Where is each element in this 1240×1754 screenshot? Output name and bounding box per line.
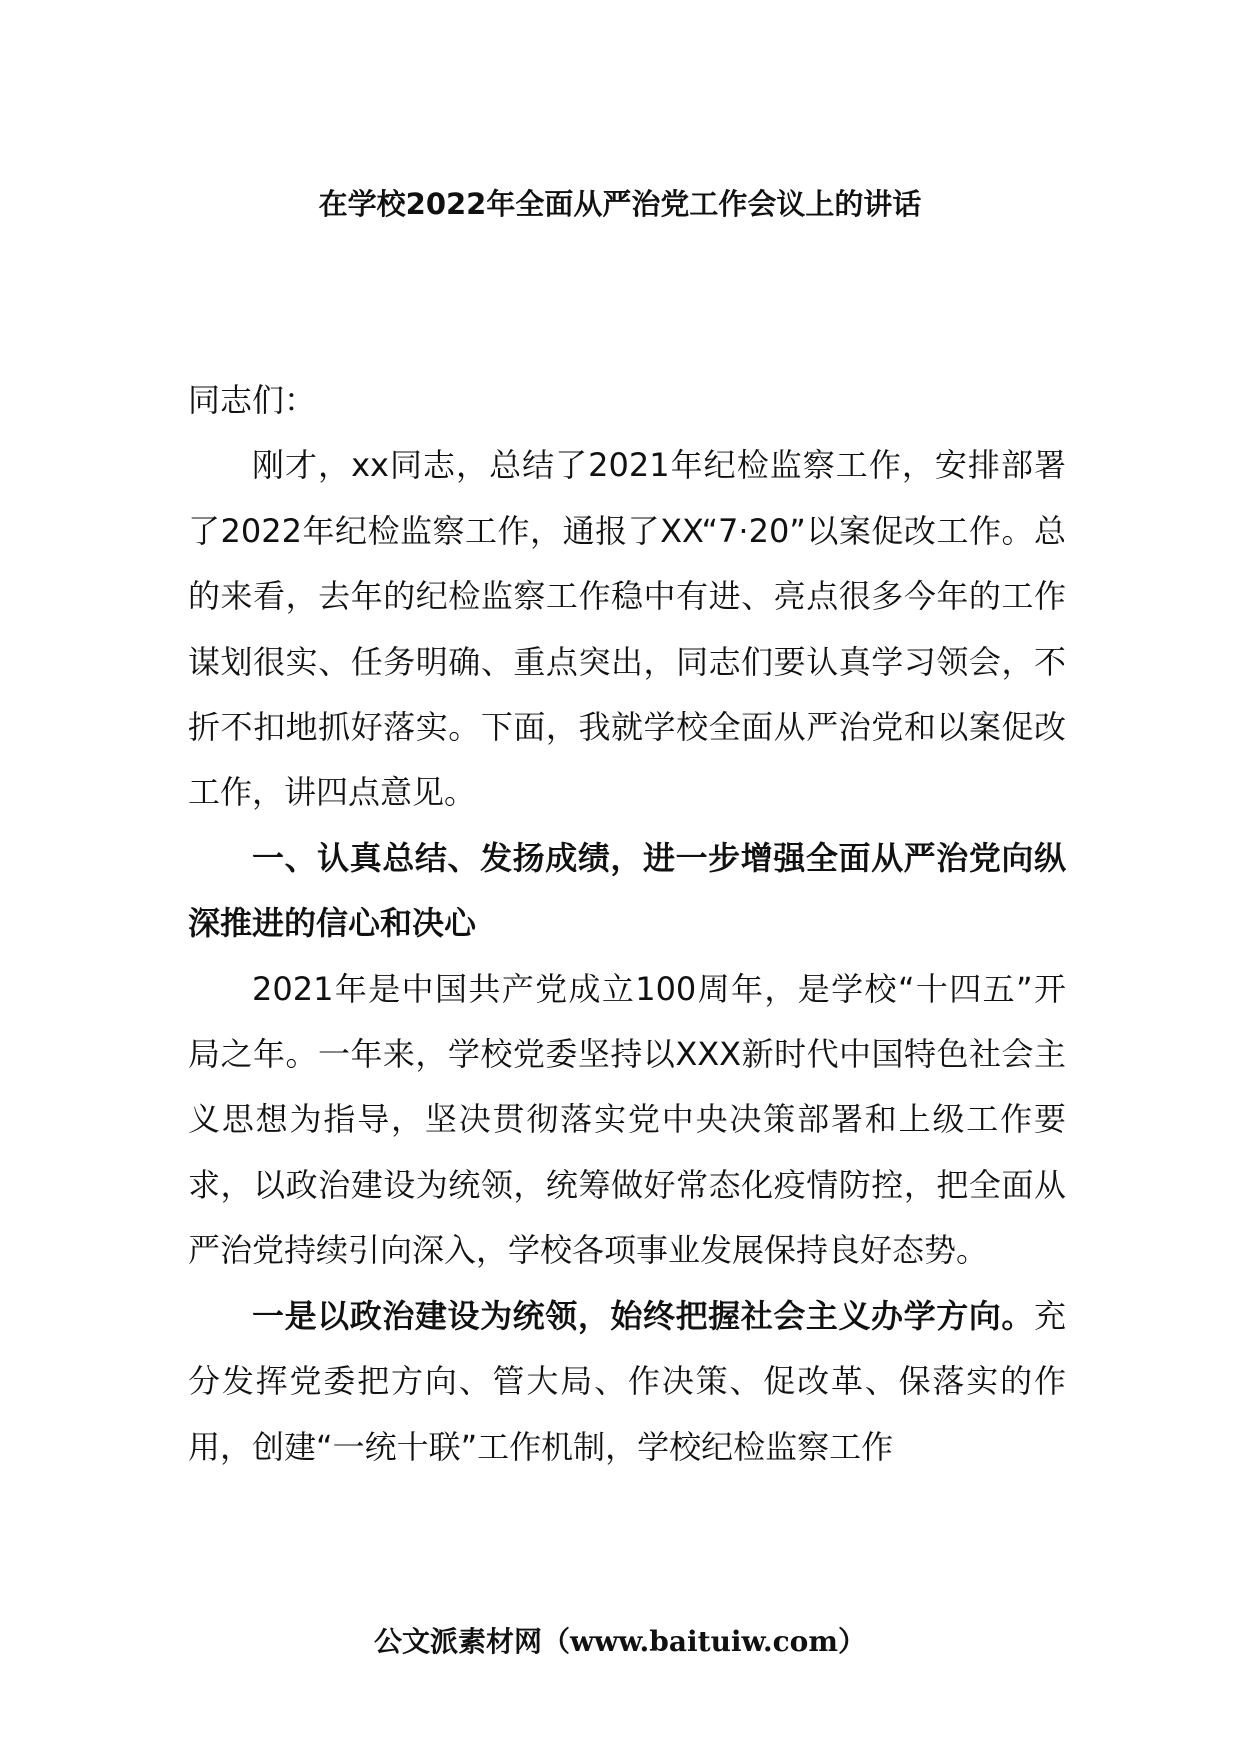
document-body bbox=[188, 368, 1066, 1480]
footer-watermark: 公文派素材网（www.baituiw.com） bbox=[374, 1625, 866, 1658]
document-title: 在学校2022年全面从严治党工作会议上的讲话 bbox=[318, 187, 922, 221]
paragraph-point-one bbox=[188, 1284, 1066, 1480]
paragraph-intro: 刚才，xx同志，总结了2021年纪检监察工作，安排部署了2022年纪检监察工作，通报了XX“7·20”以案促改工作。总的来看，去年的纪检监察工作稳中有进、亮点很多今年的工作谋划很实、任务明确、重点突出，同志们要认真学习领会，不折不扣地抓好落实。下面，我就学校全面从严治党和以案促改工作，讲四点意见。 bbox=[188, 446, 1066, 812]
point-one-heading: 一是以政治建设为统领，始终把握社会主义办学方向。 bbox=[252, 1296, 1034, 1335]
paragraph-2021-review: 2021年是中国共产党成立100周年，是学校“十四五”开局之年。一年来，学校党委坚持以XXX新时代中国特色社会主义思想为指导，坚决贯彻落实党中央决策部署和上级工作要求，以政治建设为统领，统筹做好常态化疫情防控，把全面从严治党持续引向深入，学校各项事业发展保持良好态势。 bbox=[188, 969, 1066, 1270]
section-heading-1: 一、认真总结、发扬成绩，进一步增强全面从严治党向纵深推进的信心和决心 bbox=[188, 838, 1066, 943]
point-one-text: 充分发挥党委把方向、管大局、作决策、促改革、保落实的作用，创建“一统十联”工作机制，学校纪检监察工作 bbox=[188, 1296, 1066, 1466]
salutation: 同志们： bbox=[188, 381, 317, 419]
